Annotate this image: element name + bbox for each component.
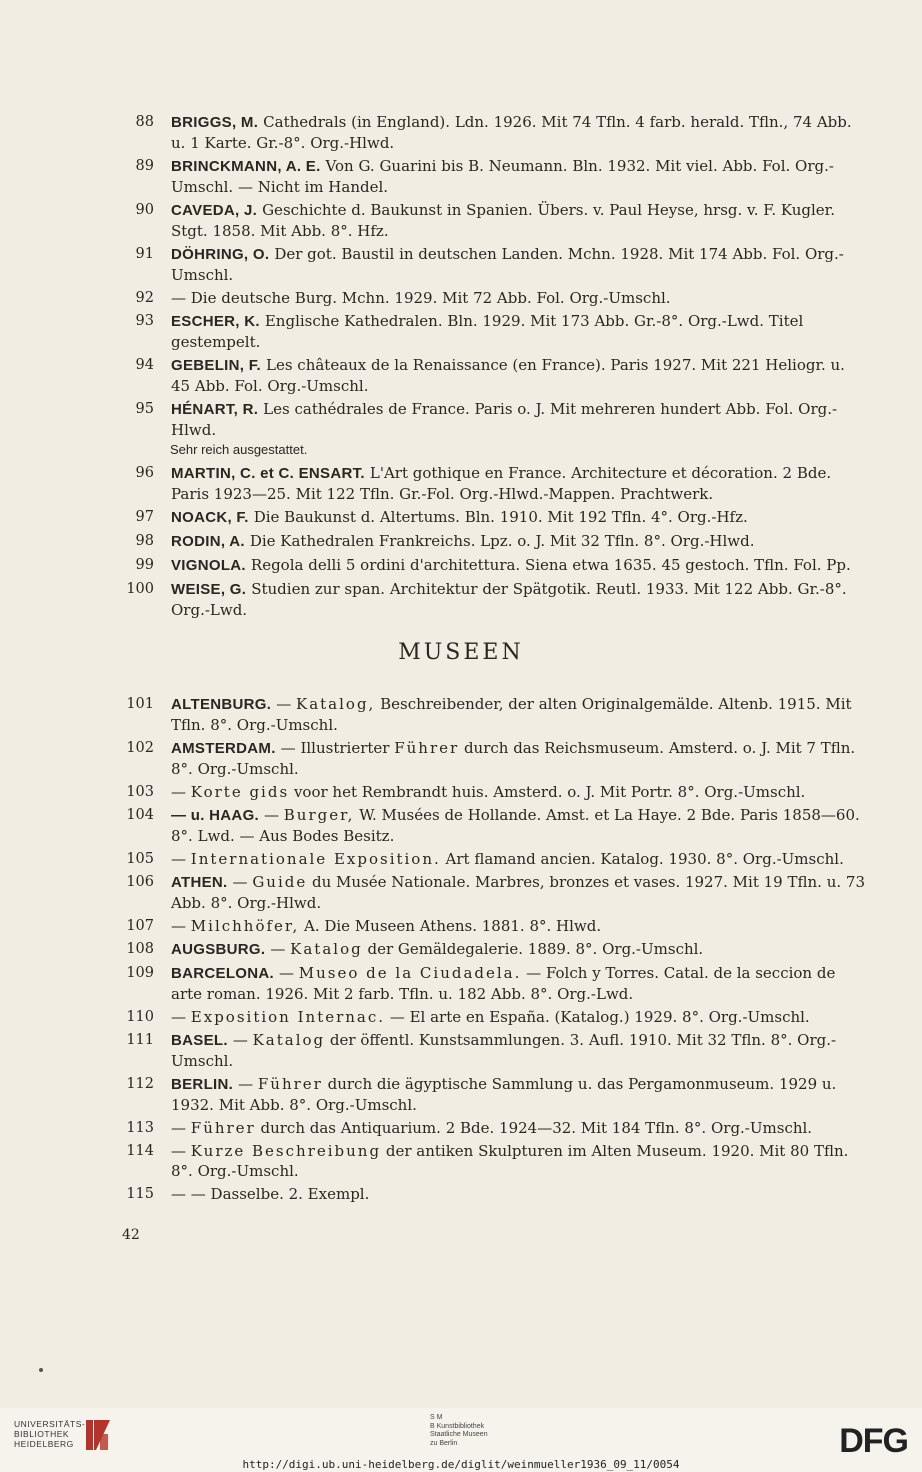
entry-text: Dasselbe. 2. Exempl. <box>210 1185 370 1203</box>
entry-number: 93 <box>135 313 154 329</box>
entry-text: Der got. Baustil in deutschen Landen. Mchn. 1928. Mit 174 Abb. Fol. Org.-Umschl. <box>171 245 844 284</box>
entry-text: Von G. Guarini bis B. Neumann. Bln. 1932. Mit viel. Abb. Fol. Org.-Umschl. — Nicht im Handel. <box>171 157 834 196</box>
entry-text: Regola delli 5 ordini d'architettura. Siena etwa 1635. 45 gestoch. Tfln. Fol. Pp. <box>250 556 851 574</box>
entries-top <box>0 112 922 623</box>
entry-lead: — <box>238 1075 258 1093</box>
entry-text: — Die deutsche Burg. Mchn. 1929. Mit 72 Abb. Fol. Org.-Umschl. <box>171 289 671 307</box>
catalog-entry <box>0 507 922 528</box>
entry-spaced-title: Museo de la Ciudadela. <box>298 964 522 982</box>
source-url[interactable]: http://digi.ub.uni-heidelberg.de/diglit/weinmueller1936_09_11/0054 <box>242 1458 680 1471</box>
catalog-entry <box>0 939 922 960</box>
entry-number: 111 <box>126 1032 154 1048</box>
entry-note: Sehr reich ausgestattet. <box>170 442 308 457</box>
entry-lead: — <box>171 783 191 801</box>
catalog-entry <box>0 916 922 936</box>
entry-text: du Musée Nationale. Marbres, bronzes et vases. 1927. Mit 19 Tfln. u. 73 Abb. 8°. Org.-Hlwd. <box>171 873 865 912</box>
catalog-entry <box>0 288 922 308</box>
entry-name: ESCHER, K. <box>171 313 260 330</box>
entry-number: 96 <box>135 465 154 481</box>
entry-text: Studien zur span. Architektur der Spätgotik. Reutl. 1933. Mit 122 Abb. Gr.-8°. Org.-Lwd. <box>171 580 847 619</box>
entry-number: 112 <box>126 1076 154 1092</box>
entry-name: BERLIN. <box>171 1076 234 1093</box>
entry-spaced-title: Burger, <box>283 806 355 824</box>
entry-name: DÖHRING, O. <box>171 246 270 263</box>
catalog-entry <box>0 782 922 802</box>
museum-credit-line: Staatliche Museen <box>430 1431 488 1438</box>
entry-number: 95 <box>135 401 154 417</box>
entry-number: 91 <box>135 246 154 262</box>
catalog-entry <box>0 872 922 913</box>
entry-lead: — <box>171 1142 191 1160</box>
footer-bar <box>0 1408 922 1472</box>
entry-text: Die Baukunst d. Altertums. Bln. 1910. Mit 192 Tfln. 4°. Org.-Hfz. <box>253 508 748 526</box>
entry-number: 110 <box>126 1009 154 1025</box>
entry-name: MARTIN, C. et C. ENSART. <box>171 465 365 482</box>
entry-text: durch das Reichsmuseum. Amsterd. o. J. Mit 7 Tfln. 8°. Org.-Umschl. <box>171 739 856 778</box>
entry-name: BRINCKMANN, A. E. <box>171 158 321 175</box>
entry-number: 98 <box>135 533 154 549</box>
entry-name: AUGSBURG. <box>171 941 266 958</box>
catalog-entry <box>0 1184 922 1204</box>
catalog-entry <box>0 531 922 552</box>
entry-spaced-title: Korte gids <box>190 783 290 801</box>
heidelberg-logo-icon <box>84 1416 112 1454</box>
library-line: HEIDELBERG <box>14 1439 74 1449</box>
entry-spaced-title: Internationale Exposition. <box>190 850 441 868</box>
entry-text: der antiken Skulpturen im Alten Museum. 1920. Mit 80 Tfln. 8°. Org.-Umschl. <box>171 1142 849 1180</box>
entry-number: 94 <box>135 357 154 373</box>
entry-number: 114 <box>126 1143 154 1159</box>
entry-text: der öffentl. Kunstsammlungen. 3. Aufl. 1910. Mit 32 Tfln. 8°. Org.-Umschl. <box>171 1031 837 1070</box>
entry-number: 105 <box>126 851 154 867</box>
catalog-entry <box>0 1074 922 1115</box>
entry-text: W. Musées de Hollande. Amst. et La Haye. 2 Bde. Paris 1858—60. 8°. Lwd. — Aus Bodes Besitz. <box>171 806 860 845</box>
catalog-entry <box>0 156 922 197</box>
library-line: BIBLIOTHEK <box>14 1429 70 1439</box>
entry-spaced-title: Führer <box>257 1075 323 1093</box>
entry-name: AMSTERDAM. <box>171 740 276 757</box>
library-name <box>14 1419 85 1449</box>
catalog-entry <box>0 805 922 846</box>
catalog-entry <box>0 112 922 153</box>
entry-text: Art flamand ancien. Katalog. 1930. 8°. Org.-Umschl. <box>440 850 844 868</box>
entry-spaced-title: Guide <box>252 873 308 891</box>
entry-text: durch das Antiquarium. 2 Bde. 1924—32. Mit 184 Tfln. 8°. Org.-Umschl. <box>255 1119 813 1137</box>
entry-lead: — <box>276 695 296 713</box>
entry-lead: — <box>270 940 291 958</box>
entry-name: ALTENBURG. <box>171 696 272 713</box>
entry-spaced-title: Katalog <box>252 1031 326 1049</box>
entry-spaced-title: Führer <box>190 1119 256 1137</box>
catalog-entry <box>0 200 922 241</box>
entry-name: — u. HAAG. <box>171 807 259 824</box>
entry-name: WEISE, G. <box>171 581 247 598</box>
catalog-entry <box>0 579 922 620</box>
entry-number: 92 <box>135 290 154 306</box>
entry-text: A. Die Museen Athens. 1881. 8°. Hlwd. <box>299 917 602 935</box>
entry-number: 103 <box>126 784 154 800</box>
entry-name: HÉNART, R. <box>171 401 259 418</box>
catalog-entry <box>0 555 922 576</box>
entry-lead: — <box>171 1119 191 1137</box>
entry-number: 100 <box>126 581 154 597</box>
entry-name: BASEL. <box>171 1032 228 1049</box>
entry-lead: — Illustrierter <box>280 739 395 757</box>
paper-speck <box>39 1368 43 1372</box>
entry-spaced-title: Führer <box>394 739 460 757</box>
entry-text: Les cathédrales de France. Paris o. J. Mit mehreren hundert Abb. Fol. Org.-Hlwd. <box>171 400 838 439</box>
entry-name: VIGNOLA. <box>171 557 246 574</box>
entry-text: Die Kathedralen Frankreichs. Lpz. o. J. Mit 32 Tfln. 8°. Org.-Hlwd. <box>249 532 755 550</box>
entry-number: 102 <box>126 740 154 756</box>
museum-credit <box>430 1414 488 1448</box>
entry-spaced-title: Katalog <box>290 940 363 958</box>
entry-number: 88 <box>135 114 154 130</box>
entry-lead: — <box>232 873 253 891</box>
entry-spaced-title: Exposition Internac. <box>190 1008 386 1026</box>
entry-text: voor het Rembrandt huis. Amsterd. o. J. Mit Portr. 8°. Org.-Umschl. <box>289 783 806 801</box>
catalog-entry <box>0 694 922 735</box>
entry-number: 97 <box>135 509 154 525</box>
entry-number: 101 <box>126 696 154 712</box>
entry-text: Cathedrals (in England). Ldn. 1926. Mit 74 Tfln. 4 farb. herald. Tfln., 74 Abb. u. 1 Karte. Gr.-8°. Org.-Hlwd. <box>171 113 852 152</box>
entry-number: 106 <box>126 874 154 890</box>
catalog-entry <box>0 463 922 504</box>
entry-name: BARCELONA. <box>171 965 274 982</box>
entry-text: — El arte en España. (Katalog.) 1929. 8°. Org.-Umschl. <box>385 1008 810 1026</box>
section-title: MUSEEN <box>398 640 524 665</box>
entry-name: NOACK, F. <box>171 509 249 526</box>
catalog-entry <box>0 1007 922 1027</box>
catalog-entry <box>0 1141 922 1181</box>
entry-lead: — <box>171 850 191 868</box>
entry-spaced-title: Kurze Beschreibung <box>190 1142 382 1160</box>
entries-museums <box>0 694 922 1207</box>
entry-number: 113 <box>126 1120 154 1136</box>
catalog-entry <box>0 355 922 396</box>
dfg-logo: DFG <box>839 1422 908 1460</box>
page-number: 42 <box>122 1227 140 1243</box>
entry-lead: — <box>232 1031 253 1049</box>
catalog-entry <box>0 244 922 285</box>
entry-name: ATHEN. <box>171 874 228 891</box>
catalog-entry <box>0 1118 922 1138</box>
entry-name: CAVEDA, J. <box>171 202 258 219</box>
library-line: UNIVERSITÄTS- <box>14 1419 86 1429</box>
entry-number: 115 <box>126 1186 154 1202</box>
entry-text: Les châteaux de la Renaissance (en France). Paris 1927. Mit 221 Heliogr. u. 45 Abb. Fol. Org.-Umschl. <box>171 356 845 395</box>
entry-text: der Gemäldegalerie. 1889. 8°. Org.-Umschl. <box>362 940 704 958</box>
museum-credit-line: zu Berlin <box>430 1439 458 1447</box>
entry-text: Geschichte d. Baukunst in Spanien. Übers. v. Paul Heyse, hrsg. v. F. Kugler. Stgt. 1858. Mit Abb. 8°. Hfz. <box>171 201 835 240</box>
entry-lead: — <box>171 1008 191 1026</box>
entry-number: 108 <box>126 941 154 957</box>
entry-spaced-title: Katalog, <box>296 695 376 713</box>
entry-text: durch die ägyptische Sammlung u. das Pergamonmuseum. 1929 u. 1932. Mit Abb. 8°. Org.-Umschl. <box>171 1075 837 1114</box>
entry-number: 104 <box>126 807 154 823</box>
entry-lead: — <box>279 964 299 982</box>
entry-number: 109 <box>126 965 154 981</box>
entry-text: L'Art gothique en France. Architecture et décoration. 2 Bde. Paris 1923—25. Mit 122 Tfln. Gr.-Fol. Org.-Hlwd.-Mappen. Prachtwerk. <box>171 464 832 503</box>
entry-number: 99 <box>135 557 154 573</box>
entry-number: 107 <box>126 918 154 934</box>
catalog-entry <box>0 849 922 869</box>
catalog-entry <box>0 963 922 1004</box>
entry-name: GEBELIN, F. <box>171 357 261 374</box>
museum-credit-line: B Kunstbibliothek <box>430 1422 485 1430</box>
entry-text: Englische Kathedralen. Bln. 1929. Mit 173 Abb. Gr.-8°. Org.-Lwd. Titel gestempelt. <box>171 312 804 351</box>
entry-name: RODIN, A. <box>171 533 245 550</box>
catalog-entry <box>0 738 922 779</box>
entry-text: Beschreibender, der alten Originalgemälde. Altenb. 1915. Mit Tfln. 8°. Org.-Umschl. <box>171 695 852 734</box>
entry-lead: — <box>171 917 191 935</box>
entry-spaced-title: Milchhöfer, <box>190 917 300 935</box>
entry-lead: — <box>264 806 284 824</box>
catalog-entry <box>0 311 922 352</box>
museum-credit-line: S M <box>430 1414 443 1421</box>
entry-number: 89 <box>135 158 154 174</box>
entry-number: 90 <box>135 202 154 218</box>
entry-name: BRIGGS, M. <box>171 114 259 131</box>
catalog-entry <box>0 399 922 460</box>
catalog-entry <box>0 1030 922 1071</box>
entry-text: — Folch y Torres. Catal. de la seccion de arte roman. 1926. Mit 2 farb. Tfln. u. 182 Abb. 8°. Org.-Lwd. <box>171 964 836 1003</box>
entry-lead: — — <box>171 1185 211 1203</box>
